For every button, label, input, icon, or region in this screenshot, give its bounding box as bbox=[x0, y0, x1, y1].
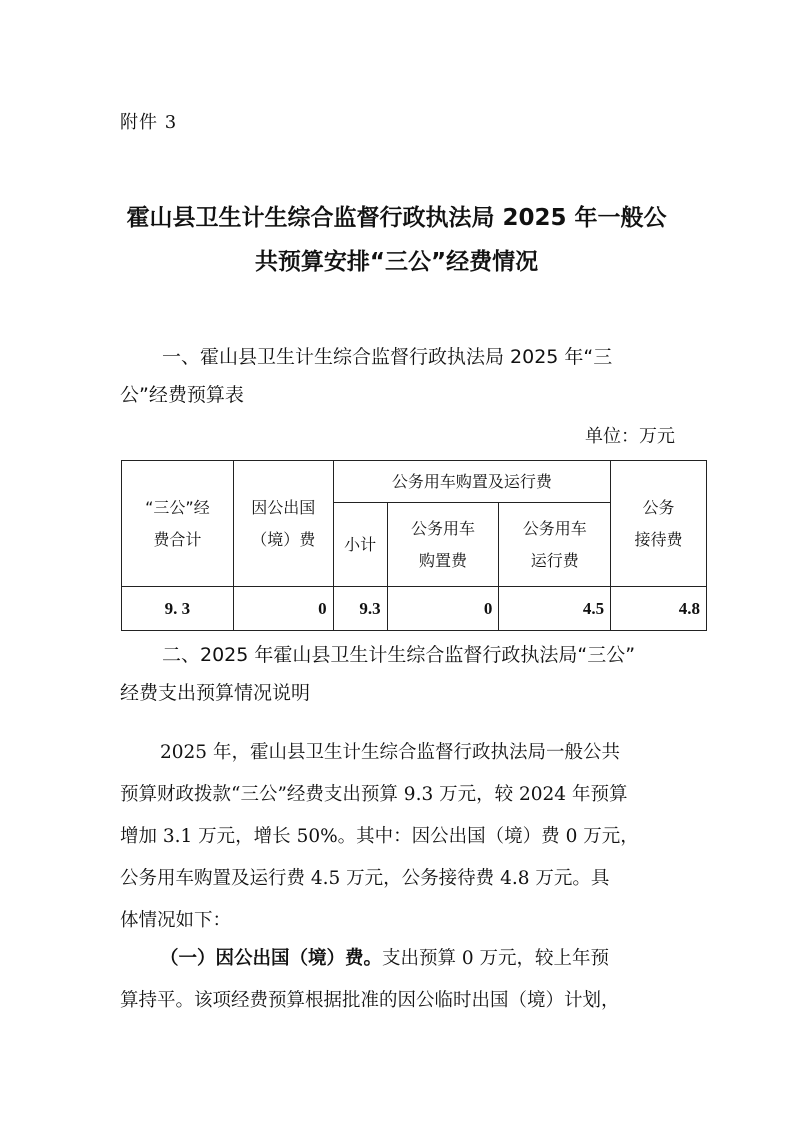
paragraph-1-line-5: 体情况如下： bbox=[120, 910, 232, 931]
cell-reception: 4.8 bbox=[611, 587, 707, 631]
paragraph-1-line-4: 公务用车购置及运行费 4.5 万元，公务接待费 4.8 万元。具 bbox=[120, 868, 610, 889]
cell-abroad: 0 bbox=[233, 587, 333, 631]
header-operation: 公务用车 运行费 bbox=[499, 503, 611, 587]
paragraph-2-line-1: （一）因公出国（境）费。支出预算 0 万元，较上年预 bbox=[160, 948, 610, 969]
cell-subtotal: 9.3 bbox=[333, 587, 387, 631]
paragraph-1 bbox=[120, 732, 680, 942]
cell-purchase: 0 bbox=[387, 587, 499, 631]
header-reception: 公务 接待费 bbox=[611, 461, 707, 587]
section-2-line-1: 二、2025 年霍山县卫生计生综合监督行政执法局“三公” bbox=[162, 644, 636, 666]
document-title bbox=[100, 196, 693, 284]
header-total: “三公”经 费合计 bbox=[122, 461, 234, 587]
table-row bbox=[122, 587, 707, 631]
section-1-heading bbox=[120, 338, 678, 414]
title-line-1: 霍山县卫生计生综合监督行政执法局 2025 年一般公 bbox=[126, 205, 667, 231]
header-abroad: 因公出国 （境）费 bbox=[233, 461, 333, 587]
header-purchase: 公务用车 购置费 bbox=[387, 503, 499, 587]
paragraph-2 bbox=[120, 938, 680, 1022]
cell-total: 9. 3 bbox=[122, 587, 234, 631]
paragraph-1-line-2: 预算财政拨款“三公”经费支出预算 9.3 万元，较 2024 年预算 bbox=[120, 784, 628, 805]
paragraph-2-heading: （一）因公出国（境）费。 bbox=[160, 948, 383, 969]
budget-table bbox=[121, 460, 707, 631]
title-line-2: 共预算安排“三公”经费情况 bbox=[254, 249, 539, 275]
section-2-heading bbox=[120, 636, 680, 712]
paragraph-1-line-1: 2025 年，霍山县卫生计生综合监督行政执法局一般公共 bbox=[160, 742, 620, 763]
header-subtotal: 小计 bbox=[333, 503, 387, 587]
paragraph-1-line-3: 增加 3.1 万元，增长 50%。其中：因公出国（境）费 0 万元， bbox=[120, 826, 639, 847]
section-2-line-2: 经费支出预算情况说明 bbox=[120, 682, 311, 704]
cell-operation: 4.5 bbox=[499, 587, 611, 631]
section-1-line-2: 公”经费预算表 bbox=[120, 384, 244, 406]
unit-label: 单位：万元 bbox=[585, 426, 675, 447]
section-1-line-1: 一、霍山县卫生计生综合监督行政执法局 2025 年“三 bbox=[162, 346, 613, 368]
paragraph-2-line-2: 算持平。该项经费预算根据批准的因公临时出国（境）计划， bbox=[120, 990, 620, 1011]
attachment-label: 附件 3 bbox=[120, 112, 178, 133]
header-vehicle: 公务用车购置及运行费 bbox=[333, 461, 610, 503]
